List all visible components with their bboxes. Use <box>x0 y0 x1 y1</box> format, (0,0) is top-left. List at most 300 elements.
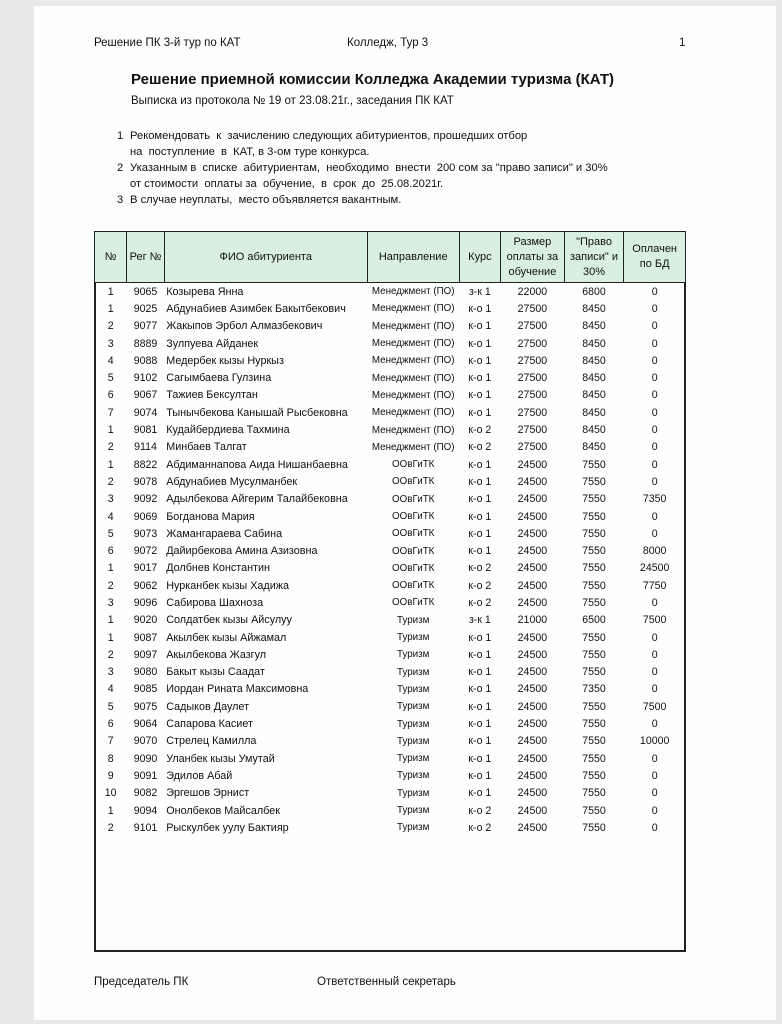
table-row <box>95 473 686 490</box>
table-row <box>95 733 686 750</box>
cell-reg: 9062 <box>133 579 158 592</box>
cell-direction: ООвГиТК <box>392 476 435 488</box>
cell-paid: 0 <box>651 666 658 679</box>
cell-payment: 24500 <box>517 579 548 592</box>
cell-fio: Рыскулбек уулу Бактияр <box>166 821 289 834</box>
cell-number: 1 <box>107 458 114 471</box>
cell-course: к-о 1 <box>468 769 492 782</box>
cell-right-record: 8450 <box>582 406 606 419</box>
cell-course: к-о 2 <box>468 441 492 454</box>
cell-course: к-о 1 <box>468 700 492 713</box>
table-row <box>95 300 686 317</box>
cell-course: к-о 1 <box>468 527 492 540</box>
cell-number: 6 <box>107 718 114 731</box>
cell-direction: Менеджмент (ПО) <box>371 424 455 436</box>
cell-payment: 24500 <box>517 596 548 609</box>
cell-payment: 24500 <box>517 648 548 661</box>
cell-right-record: 7550 <box>582 527 606 540</box>
cell-fio: Акылбек кызы Айжамал <box>166 631 287 644</box>
cell-fio: Стрелец Камилла <box>166 735 257 748</box>
decision-item <box>117 128 608 160</box>
cell-course: к-о 2 <box>468 424 492 437</box>
table-row <box>95 439 686 456</box>
cell-number: 1 <box>107 804 114 817</box>
table-row <box>95 750 686 767</box>
cell-fio: Абдунабиев Азимбек Бакытбекович <box>166 302 346 315</box>
cell-course: к-о 1 <box>468 735 492 748</box>
column-header-course: Курс <box>459 232 500 283</box>
cell-course: к-о 1 <box>468 545 492 558</box>
cell-number: 1 <box>107 285 114 298</box>
cell-right-record: 7550 <box>582 631 606 644</box>
table-row <box>95 318 686 335</box>
cell-payment: 24500 <box>517 735 548 748</box>
cell-number: 9 <box>107 769 114 782</box>
cell-payment: 21000 <box>517 614 548 627</box>
cell-course: к-о 1 <box>468 389 492 402</box>
page-number: 1 <box>679 37 686 49</box>
cell-direction: Туризм <box>397 649 430 661</box>
cell-fio: Минбаев Талгат <box>166 441 247 454</box>
cell-payment: 24500 <box>517 493 548 506</box>
cell-payment: 24500 <box>517 700 548 713</box>
cell-right-record: 8450 <box>582 302 606 315</box>
cell-number: 1 <box>107 302 114 315</box>
cell-paid: 24500 <box>639 562 670 575</box>
cell-reg: 9065 <box>133 285 158 298</box>
table-row <box>95 664 686 681</box>
table-row <box>95 542 686 559</box>
column-header-right-record: "Право записи" и 30% <box>564 232 624 283</box>
header-center: Колледж, Тур 3 <box>347 37 429 49</box>
cell-direction: Туризм <box>397 614 430 626</box>
cell-direction: ООвГиТК <box>392 493 435 505</box>
cell-payment: 24500 <box>517 787 548 800</box>
item-number: 1 <box>117 130 124 142</box>
cell-fio: Бакыт кызы Саадат <box>166 666 265 679</box>
table-header-row <box>95 232 686 283</box>
cell-fio: Богданова Мария <box>166 510 255 523</box>
cell-number: 2 <box>107 821 114 834</box>
cell-fio: Тажиев Бексултан <box>166 389 258 402</box>
cell-reg: 9069 <box>133 510 158 523</box>
cell-fio: Эргешов Эрнист <box>166 787 250 800</box>
cell-number: 10 <box>104 787 117 800</box>
cell-reg: 9091 <box>133 769 158 782</box>
cell-direction: Менеджмент (ПО) <box>371 355 455 367</box>
cell-paid: 0 <box>651 354 658 367</box>
cell-right-record: 7550 <box>582 804 606 817</box>
cell-direction: ООвГиТК <box>392 597 435 609</box>
cell-right-record: 7550 <box>582 475 606 488</box>
cell-number: 3 <box>107 493 114 506</box>
cell-paid: 0 <box>651 389 658 402</box>
cell-fio: Сагымбаева Гулзина <box>166 372 272 385</box>
cell-fio: Жамангараева Сабина <box>166 527 283 540</box>
cell-reg: 9080 <box>133 666 158 679</box>
cell-direction: Туризм <box>397 787 430 799</box>
table-body <box>95 283 686 837</box>
table-row <box>95 283 686 301</box>
cell-number: 2 <box>107 441 114 454</box>
cell-number: 3 <box>107 337 114 350</box>
column-header-direction: Направление <box>367 232 459 283</box>
cell-reg: 9094 <box>133 804 158 817</box>
cell-right-record: 7550 <box>582 648 606 661</box>
cell-reg: 9077 <box>133 320 158 333</box>
cell-course: к-о 1 <box>468 493 492 506</box>
cell-fio: Адылбекова Айгерим Талайбековна <box>166 493 348 506</box>
cell-paid: 0 <box>651 406 658 419</box>
applicants-table <box>94 231 686 837</box>
cell-fio: Абдиманнапова Аида Нишанбаевна <box>166 458 348 471</box>
cell-direction: Туризм <box>397 805 430 817</box>
cell-paid: 0 <box>651 458 658 471</box>
cell-reg: 9078 <box>133 475 158 488</box>
cell-right-record: 7550 <box>582 821 606 834</box>
cell-reg: 9017 <box>133 562 158 575</box>
cell-payment: 27500 <box>517 354 548 367</box>
cell-course: к-о 1 <box>468 475 492 488</box>
table-row <box>95 629 686 646</box>
cell-direction: Туризм <box>397 632 430 644</box>
cell-paid: 0 <box>651 683 658 696</box>
item-text: В случае неуплаты, место объявляется вакантным. <box>130 194 402 206</box>
cell-right-record: 7550 <box>582 579 606 592</box>
cell-paid: 7500 <box>642 700 667 713</box>
cell-direction: Менеджмент (ПО) <box>371 338 455 350</box>
cell-right-record: 7550 <box>582 787 606 800</box>
cell-reg: 8822 <box>133 458 158 471</box>
cell-fio: Кудайбердиева Тахмина <box>166 424 290 437</box>
cell-payment: 24500 <box>517 683 548 696</box>
cell-number: 7 <box>107 735 114 748</box>
cell-right-record: 7550 <box>582 700 606 713</box>
cell-reg: 9072 <box>133 545 158 558</box>
cell-direction: ООвГиТК <box>392 580 435 592</box>
item-text: Указанным в списке абитуриентам, необходимо внести 200 сом за "право записи" и 30% от стоимости оплаты за обучение, в срок до 25.08.2021г. <box>130 162 608 190</box>
cell-right-record: 8450 <box>582 337 606 350</box>
cell-payment: 27500 <box>517 337 548 350</box>
cell-direction: ООвГиТК <box>392 511 435 522</box>
table-row <box>95 681 686 698</box>
cell-reg: 9097 <box>133 648 158 661</box>
cell-right-record: 6800 <box>582 285 606 298</box>
table-frame-right <box>684 283 686 952</box>
cell-course: к-о 2 <box>468 821 492 834</box>
cell-reg: 9074 <box>133 406 158 419</box>
cell-right-record: 7550 <box>582 735 606 748</box>
cell-course: к-о 2 <box>468 596 492 609</box>
cell-fio: Онолбеков Майсалбек <box>166 804 280 817</box>
cell-direction: ООвГиТК <box>392 459 435 471</box>
cell-right-record: 8450 <box>582 354 606 367</box>
table-row <box>95 819 686 836</box>
cell-course: к-о 2 <box>468 804 492 817</box>
table-row <box>95 525 686 542</box>
cell-direction: ООвГиТК <box>392 528 435 540</box>
cell-payment: 27500 <box>517 389 548 402</box>
cell-payment: 24500 <box>517 562 548 575</box>
table-row <box>95 560 686 577</box>
table-row <box>95 785 686 802</box>
cell-direction: Туризм <box>397 718 430 730</box>
cell-paid: 0 <box>651 510 658 523</box>
cell-paid: 0 <box>651 441 658 454</box>
cell-number: 2 <box>107 648 114 661</box>
item-number: 2 <box>117 162 124 174</box>
column-header-fio: ФИО абитуриента <box>164 232 367 283</box>
cell-direction: Менеджмент (ПО) <box>371 303 455 315</box>
cell-number: 5 <box>107 372 114 385</box>
cell-right-record: 8450 <box>582 389 606 402</box>
cell-direction: Менеджмент (ПО) <box>371 320 455 332</box>
cell-direction: Туризм <box>397 822 430 834</box>
cell-course: з-к 1 <box>468 614 491 627</box>
cell-number: 5 <box>107 700 114 713</box>
cell-fio: Уланбек кызы Умутай <box>166 752 275 765</box>
cell-right-record: 8450 <box>582 424 606 437</box>
cell-number: 5 <box>107 527 114 540</box>
cell-right-record: 6500 <box>582 614 606 627</box>
cell-direction: Менеджмент (ПО) <box>371 441 455 453</box>
cell-fio: Зулпуева Айданек <box>166 337 259 350</box>
cell-direction: Менеджмент (ПО) <box>371 286 455 298</box>
cell-paid: 0 <box>651 804 658 817</box>
chairman-label: Председатель ПК <box>94 976 189 988</box>
cell-paid: 7500 <box>642 614 667 627</box>
cell-paid: 0 <box>651 769 658 782</box>
cell-fio: Козырева Янна <box>166 285 244 298</box>
cell-paid: 0 <box>651 527 658 540</box>
cell-course: к-о 1 <box>468 648 492 661</box>
cell-fio: Солдатбек кызы Айсулуу <box>166 614 292 627</box>
table-row <box>95 577 686 594</box>
cell-reg: 9082 <box>133 787 158 800</box>
cell-reg: 8889 <box>133 337 158 350</box>
cell-reg: 9073 <box>133 527 158 540</box>
header-left: Решение ПК 3-й тур по КАТ <box>94 37 241 49</box>
cell-payment: 27500 <box>517 372 548 385</box>
table-row <box>95 698 686 715</box>
table-row <box>95 508 686 525</box>
cell-direction: Туризм <box>397 683 430 695</box>
cell-reg: 9025 <box>133 302 158 315</box>
cell-direction: Туризм <box>397 666 430 678</box>
table-row <box>95 646 686 663</box>
cell-reg: 9067 <box>133 389 158 402</box>
cell-payment: 24500 <box>517 458 548 471</box>
cell-course: к-о 2 <box>468 562 492 575</box>
document-title: Решение приемной комиссии Колледжа Академии туризма (КАТ) <box>131 71 614 88</box>
cell-paid: 8000 <box>642 545 667 558</box>
cell-fio: Медербек кызы Нуркыз <box>166 354 284 367</box>
cell-course: к-о 2 <box>468 579 492 592</box>
cell-number: 2 <box>107 475 114 488</box>
cell-payment: 24500 <box>517 769 548 782</box>
cell-fio: Дайирбекова Амина Азизовна <box>166 545 318 558</box>
cell-reg: 9085 <box>133 683 158 696</box>
cell-paid: 0 <box>651 718 658 731</box>
cell-paid: 0 <box>651 424 658 437</box>
cell-number: 6 <box>107 545 114 558</box>
cell-number: 4 <box>107 354 114 367</box>
document-subtitle: Выписка из протокола № 19 от 23.08.21г., заседания ПК КАТ <box>131 95 454 107</box>
cell-reg: 9070 <box>133 735 158 748</box>
cell-fio: Садыков Даулет <box>166 700 250 713</box>
cell-reg: 9087 <box>133 631 158 644</box>
column-header-reg: Рег № <box>127 232 164 283</box>
cell-right-record: 7350 <box>582 683 606 696</box>
cell-payment: 27500 <box>517 424 548 437</box>
cell-payment: 24500 <box>517 545 548 558</box>
cell-payment: 27500 <box>517 406 548 419</box>
cell-number: 8 <box>107 752 114 765</box>
cell-reg: 9096 <box>133 596 158 609</box>
cell-course: к-о 1 <box>468 320 492 333</box>
cell-number: 2 <box>107 579 114 592</box>
cell-reg: 9088 <box>133 354 158 367</box>
cell-number: 1 <box>107 424 114 437</box>
cell-course: к-о 1 <box>468 718 492 731</box>
table-row <box>95 369 686 386</box>
cell-paid: 0 <box>651 285 658 298</box>
cell-paid: 0 <box>651 372 658 385</box>
item-number: 3 <box>117 194 124 206</box>
cell-fio: Абдунабиев Мусулманбек <box>166 475 298 488</box>
cell-course: к-о 1 <box>468 752 492 765</box>
secretary-label: Ответственный секретарь <box>317 976 456 988</box>
cell-course: к-о 1 <box>468 372 492 385</box>
table-row <box>95 456 686 473</box>
cell-number: 7 <box>107 406 114 419</box>
cell-payment: 27500 <box>517 441 548 454</box>
cell-direction: Туризм <box>397 753 430 765</box>
cell-payment: 24500 <box>517 527 548 540</box>
decision-item <box>117 160 608 192</box>
cell-fio: Акылбекова Жазгул <box>166 648 267 661</box>
cell-right-record: 7550 <box>582 493 606 506</box>
cell-course: к-о 1 <box>468 406 492 419</box>
cell-paid: 0 <box>651 320 658 333</box>
cell-number: 6 <box>107 389 114 402</box>
cell-fio: Эдилов Абай <box>166 769 233 782</box>
cell-course: к-о 1 <box>468 683 492 696</box>
cell-fio: Тынычбекова Канышай Рысбековна <box>166 406 348 419</box>
cell-paid: 7350 <box>642 493 667 506</box>
cell-paid: 0 <box>651 596 658 609</box>
cell-paid: 0 <box>651 337 658 350</box>
cell-right-record: 7550 <box>582 666 606 679</box>
cell-course: к-о 1 <box>468 302 492 315</box>
cell-right-record: 7550 <box>582 510 606 523</box>
table-row <box>95 335 686 352</box>
cell-number: 1 <box>107 562 114 575</box>
cell-direction: Менеджмент (ПО) <box>371 407 455 419</box>
cell-number: 4 <box>107 683 114 696</box>
cell-payment: 24500 <box>517 821 548 834</box>
table-frame-left <box>94 283 96 952</box>
cell-fio: Сапарова Касиет <box>166 718 253 731</box>
cell-direction: Туризм <box>397 701 430 713</box>
cell-payment: 22000 <box>517 285 548 298</box>
column-header-paid: Оплачен по БД <box>624 232 686 283</box>
cell-right-record: 8450 <box>582 372 606 385</box>
cell-paid: 0 <box>651 648 658 661</box>
cell-number: 1 <box>107 614 114 627</box>
cell-payment: 24500 <box>517 804 548 817</box>
cell-paid: 10000 <box>639 735 670 748</box>
cell-course: к-о 1 <box>468 354 492 367</box>
cell-paid: 7750 <box>642 579 667 592</box>
cell-number: 3 <box>107 596 114 609</box>
cell-reg: 9075 <box>133 700 158 713</box>
cell-direction: Туризм <box>397 735 430 747</box>
cell-right-record: 7550 <box>582 545 606 558</box>
cell-number: 2 <box>107 320 114 333</box>
cell-paid: 0 <box>651 821 658 834</box>
cell-payment: 24500 <box>517 631 548 644</box>
cell-reg: 9020 <box>133 614 158 627</box>
table-row <box>95 491 686 508</box>
cell-right-record: 7550 <box>582 718 606 731</box>
cell-number: 4 <box>107 510 114 523</box>
cell-fio: Нурканбек кызы Хадижа <box>166 579 289 592</box>
cell-direction: Туризм <box>397 770 430 782</box>
cell-right-record: 7550 <box>582 752 606 765</box>
cell-paid: 0 <box>651 752 658 765</box>
cell-fio: Сабирова Шахноза <box>166 596 264 609</box>
cell-reg: 9102 <box>133 372 158 385</box>
table-row <box>95 802 686 819</box>
cell-direction: ООвГиТК <box>392 545 435 557</box>
cell-payment: 27500 <box>517 320 548 333</box>
cell-course: з-к 1 <box>468 285 491 298</box>
table-frame-bottom <box>94 950 686 952</box>
cell-course: к-о 1 <box>468 631 492 644</box>
cell-payment: 24500 <box>517 475 548 488</box>
cell-reg: 9064 <box>133 718 158 731</box>
table-row <box>95 387 686 404</box>
cell-right-record: 7550 <box>582 562 606 575</box>
cell-paid: 0 <box>651 631 658 644</box>
cell-reg: 9090 <box>133 752 158 765</box>
cell-right-record: 7550 <box>582 458 606 471</box>
cell-fio: Иордан Рината Максимовна <box>166 683 309 696</box>
column-header-number: № <box>95 232 127 283</box>
cell-payment: 24500 <box>517 752 548 765</box>
cell-paid: 0 <box>651 475 658 488</box>
cell-course: к-о 1 <box>468 787 492 800</box>
cell-course: к-о 1 <box>468 510 492 523</box>
cell-right-record: 7550 <box>582 769 606 782</box>
cell-right-record: 8450 <box>582 441 606 454</box>
cell-fio: Жакыпов Эрбол Алмазбекович <box>166 320 323 333</box>
cell-payment: 24500 <box>517 718 548 731</box>
decision-items <box>117 128 608 208</box>
cell-course: к-о 1 <box>468 666 492 679</box>
table-row <box>95 612 686 629</box>
table-row <box>95 594 686 611</box>
cell-right-record: 8450 <box>582 320 606 333</box>
cell-direction: Менеджмент (ПО) <box>371 372 455 384</box>
cell-direction: ООвГиТК <box>392 562 435 574</box>
cell-number: 1 <box>107 631 114 644</box>
table-row <box>95 352 686 369</box>
cell-payment: 24500 <box>517 510 548 523</box>
cell-right-record: 7550 <box>582 596 606 609</box>
column-header-payment: Размер оплаты за обучение <box>501 232 565 283</box>
